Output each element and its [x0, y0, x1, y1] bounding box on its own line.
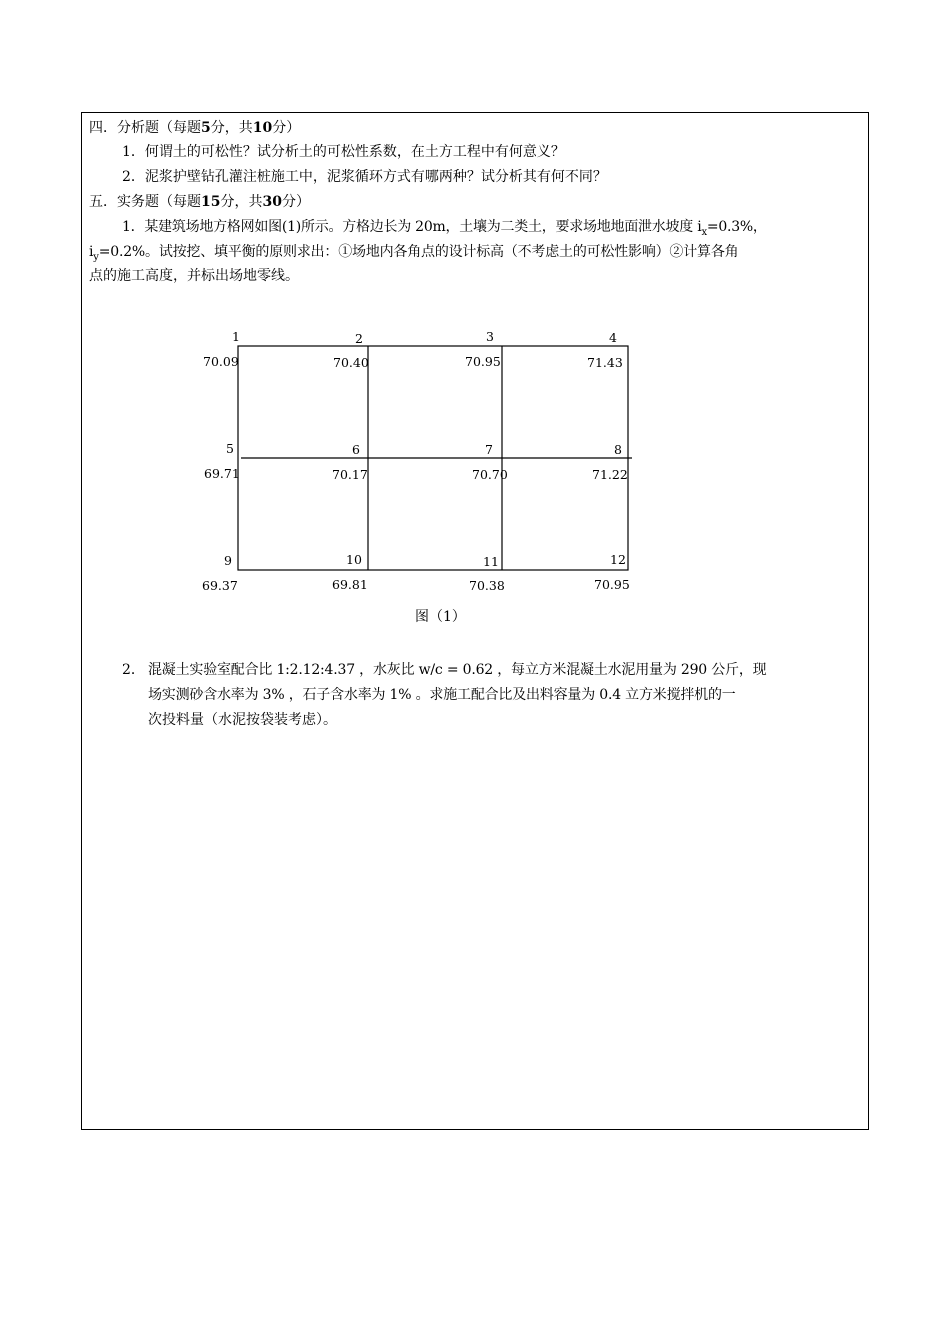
section-5-total: 30	[262, 194, 282, 210]
q1-line2-i: i	[89, 244, 94, 260]
point-10-elevation: 69.81	[332, 577, 368, 592]
section-5-points: 15	[201, 194, 221, 210]
section-4-heading	[89, 119, 300, 137]
point-2-id: 2	[355, 331, 363, 346]
grid-lines	[195, 325, 645, 635]
grid-diagram	[195, 325, 645, 635]
section-4-end: 分）	[272, 120, 301, 136]
subscript-x: x	[701, 227, 707, 238]
point-3-elevation: 70.95	[465, 354, 501, 369]
section-5-question-1-line-2	[89, 243, 738, 261]
section-5-question-2-line-2: 场实测砂含水率为 3% ，石子含水率为 1% 。求施工配合比及出料容量为 0.4 立方米搅拌机的一	[148, 687, 736, 703]
figure-caption: 图（1）	[415, 609, 466, 625]
section-4-points: 5	[201, 120, 211, 136]
section-4-question-1: 1．何谓土的可松性？试分析土的可松性系数，在土方工程中有何意义？	[122, 144, 565, 160]
point-4-id: 4	[609, 330, 617, 345]
q1-line1-text: 1．某建筑场地方格网如图(1)所示。方格边长为 20m，土壤为二类土，要求场地地面泄水坡度 i	[122, 219, 702, 235]
point-6-id: 6	[352, 442, 360, 457]
point-9-elevation: 69.37	[202, 578, 238, 593]
section-5-question-2-number: 2．	[122, 662, 145, 678]
point-10-id: 10	[346, 552, 362, 567]
section-4-question-2: 2．泥浆护壁钻孔灌注桩施工中，泥浆循环方式有哪两种？试分析其有何不同？	[122, 169, 607, 185]
section-5-question-1-line-3: 点的施工高度，并标出场地零线。	[89, 268, 299, 284]
section-5-title: 五．实务题（每题	[89, 194, 201, 210]
section-5-question-2-line-1: 混凝土实验室配合比 1:2.12:4.37 ，水灰比 w/c = 0.62 ，每立方米混凝土水泥用量为 290 公斤，现	[148, 662, 767, 678]
point-12-id: 12	[610, 552, 626, 567]
point-6-elevation: 70.17	[332, 467, 368, 482]
point-11-id: 11	[483, 554, 499, 569]
section-5-heading	[89, 193, 310, 211]
point-5-elevation: 69.71	[204, 466, 240, 481]
point-5-id: 5	[226, 441, 234, 456]
q1-line2-text: =0.2%。试按挖、填平衡的原则求出：①场地内各角点的设计标高（不考虑土的可松性影响）②计算各角	[98, 244, 739, 260]
section-4-mid: 分，共	[210, 120, 253, 136]
point-7-id: 7	[485, 442, 493, 457]
section-4-total: 10	[252, 120, 273, 136]
point-7-elevation: 70.70	[472, 467, 508, 482]
section-5-mid: 分，共	[220, 194, 263, 210]
point-9-id: 9	[224, 553, 232, 568]
section-4-title: 四．分析题（每题	[89, 120, 201, 136]
point-1-id: 1	[232, 329, 240, 344]
section-5-question-2-line-3: 次投料量（水泥按袋装考虑）。	[148, 712, 337, 728]
point-12-elevation: 70.95	[594, 577, 630, 592]
point-1-elevation: 70.09	[203, 354, 239, 369]
point-11-elevation: 70.38	[469, 578, 505, 593]
point-4-elevation: 71.43	[587, 355, 623, 370]
point-8-id: 8	[614, 442, 622, 457]
section-5-end: 分）	[281, 194, 310, 210]
q1-line1-post: =0.3%，	[706, 219, 767, 235]
section-5-question-1-line-1	[122, 218, 767, 236]
point-8-elevation: 71.22	[592, 467, 628, 482]
subscript-y: y	[93, 252, 99, 263]
point-3-id: 3	[486, 329, 494, 344]
point-2-elevation: 70.40	[333, 355, 369, 370]
